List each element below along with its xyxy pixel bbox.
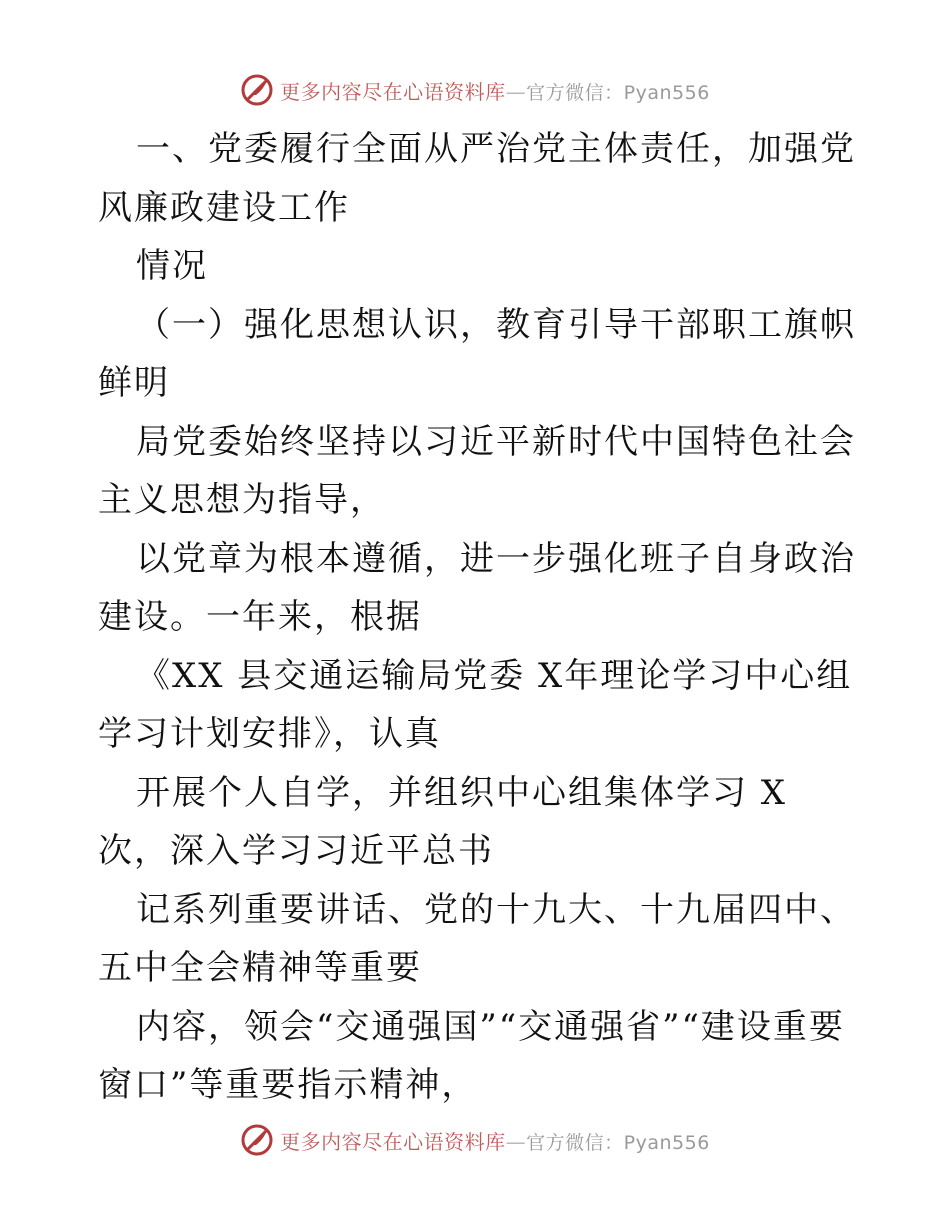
paragraph: 开展个人自学，并组织中心组集体学习 X次，深入学习习近平总书 [98,772,788,871]
watermark-text [280,76,710,105]
watermark-text [280,1126,710,1155]
watermark-site: 更多内容尽在心语资料库 [280,79,506,104]
watermark-contact: 官方微信：Pyan556 [526,1131,710,1154]
watermark-dash: — [505,79,527,104]
paragraph: 一、党委履行全面从严治党主体责任，加强党风廉政建设工作 [98,129,856,228]
feather-logo-icon [240,73,274,107]
paragraph: （一）强化思想认识，教育引导干部职工旗帜鲜明 [98,304,856,403]
watermark-dash: — [505,1129,527,1154]
watermark-site: 更多内容尽在心语资料库 [280,1129,506,1154]
paragraph: 以党章为根本遵循，进一步强化班子自身政治建设。一年来，根据 [98,538,856,637]
paragraph: 局党委始终坚持以习近平新时代中国特色社会主义思想为指导， [98,421,856,520]
footer-watermark [0,1120,950,1160]
header-watermark [0,70,950,110]
paragraph: 记系列重要讲话、党的十九大、十九届四中、五中全会精神等重要 [98,889,856,988]
feather-logo-icon [240,1123,274,1157]
document-body [98,120,858,1115]
paragraph: 内容，领会“交通强国”“交通强省”“建设重要窗口”等重要指示精神， [98,1006,845,1105]
paragraph: 情况 [136,246,208,286]
paragraph: 《XX 县交通运输局党委 X年理论学习中心组学习计划安排》，认真 [98,655,853,754]
watermark-contact: 官方微信：Pyan556 [526,81,710,104]
